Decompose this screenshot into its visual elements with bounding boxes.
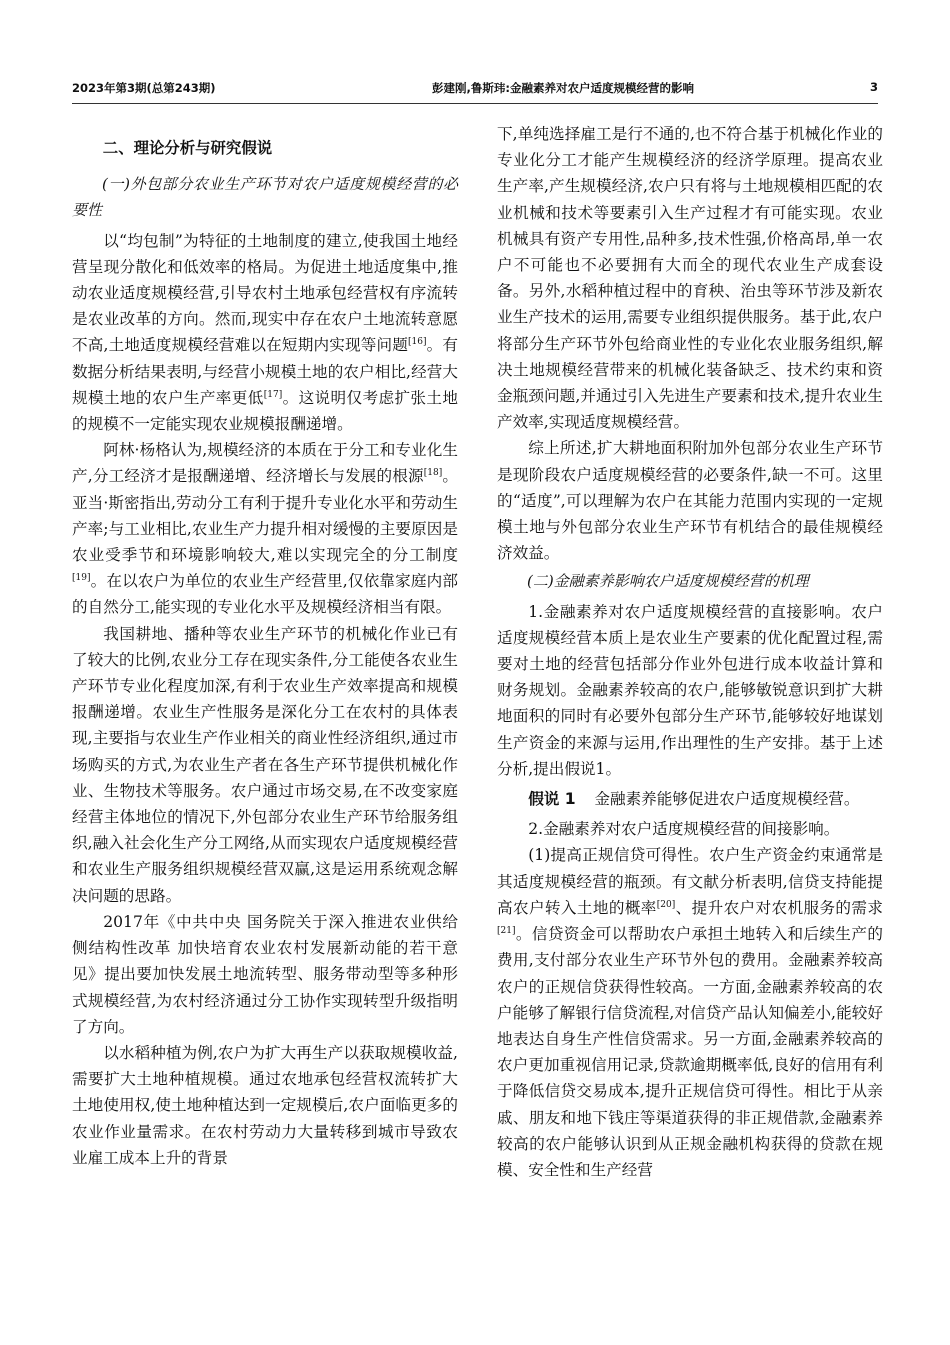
citation[interactable]: [16] bbox=[407, 337, 427, 348]
citation[interactable]: [20] bbox=[656, 899, 676, 910]
paragraph: 1.金融素养对农户适度规模经营的直接影响。农户适度规模经营本质上是农业生产要素的优化配置过程,需要对土地的经营包括部分作业外包进行成本收益计算和财务规划。金融素养较高的农户,能够敏锐意识到扩大耕地面积的同时有必要外包部分生产环节,能够较好地谋划生产资金的来源与运用,作出理性的生产安排。基于上述分析,提出假说1。 bbox=[497, 602, 883, 778]
paragraph: 2.金融素养对农户适度规模经营的间接影响。 bbox=[528, 820, 840, 839]
paragraph bbox=[497, 842, 883, 1183]
citation[interactable]: [17] bbox=[263, 389, 283, 400]
running-title: 彭建刚,鲁斯玮:金融素养对农户适度规模经营的影响 bbox=[432, 81, 694, 95]
paragraph-text: 、提升农户对农机服务的需求 bbox=[675, 898, 883, 917]
paragraph bbox=[72, 228, 458, 438]
paragraph: 2017年《中共中央 国务院关于深入推进农业供给侧结构性改革 加快培育农业农村发展新动能的若干意见》提出要加快发展土地流转型、服务带动型等多种形式规模经营,为农村经济通过分工协作实现转型升级指明了方向。 bbox=[72, 912, 458, 1036]
paragraph-text: 。亚当·斯密指出,劳动分工有利于提升专业化水平和劳动生产率;与工业相比,农业生产力提升相对缓慢的主要原因是农业受季节和环境影响较大,难以实现完全的分工制度 bbox=[72, 467, 458, 565]
paragraph-text: 以“均包制”为特征的土地制度的建立,使我国土地经营呈现分散化和低效率的格局。为促进土地适度集中,推动农业适度规模经营,引导农村土地承包经营权有序流转是农业改革的方向。然而,现实中存在农户土地流转意愿不高,土地适度规模经营难以在短期内实现等问题 bbox=[72, 231, 458, 355]
paragraph-text: (1)提高正规信贷可得性。农户生产资金约束通常是其适度规模经营的瓶颈。有文献分析表明,信贷支持能提高农户转入土地的概率 bbox=[497, 846, 883, 917]
citation[interactable]: [21] bbox=[497, 925, 516, 936]
right-column bbox=[497, 121, 883, 1183]
hypothesis-text: 金融素养能够促进农户适度规模经营。 bbox=[594, 790, 860, 809]
header-rule bbox=[72, 103, 878, 104]
hypothesis-label: 假说 1 bbox=[528, 790, 576, 809]
running-header bbox=[72, 80, 878, 102]
subsection-title-1: (一)外包部分农业生产环节对农户适度规模经营的必要性 bbox=[72, 175, 458, 220]
citation[interactable]: [19] bbox=[72, 573, 91, 584]
paragraph: 我国耕地、播种等农业生产环节的机械化作业已有了较大的比例,农业分工存在现实条件,分工能使各农业生产环节专业化程度加深,有利于农业生产效率提高和规模报酬递增。农业生产性服务是深化分工在农村的具体表现,主要指与农业生产作业相关的商业性经济组织,通过市场购买的方式,为农业生产者在各生产环节提供机械化作业、生物技术等服务。农户通过市场交易,在不改变家庭经营主体地位的情况下,外包部分农业生产环节给服务组织,融入社会化生产分工网络,从而实现农户适度规模经营和农业生产服务组织规模经营双赢,这是运用系统观念解决问题的思路。 bbox=[72, 624, 458, 905]
paragraph: 综上所述,扩大耕地面积附加外包部分农业生产环节是现阶段农户适度规模经营的必要条件,缺一不可。这里的“适度”,可以理解为农户在其能力范围内实现的一定规模土地与外包部分农业生产环节有机结合的最佳规模经济效益。 bbox=[497, 439, 883, 563]
paragraph bbox=[72, 437, 458, 620]
paragraph-text: 。这说明仅考虑扩张土地的规模不一定能实现农业规模报酬递增。 bbox=[72, 388, 458, 434]
subsection-title-2: (二)金融素养影响农户适度规模经营的机理 bbox=[527, 572, 809, 591]
paragraph-text: 。在以农户为单位的农业生产经营里,仅依靠家庭内部的自然分工,能实现的专业化水平及规模经济相当有限。 bbox=[72, 572, 458, 617]
page-number: 3 bbox=[869, 80, 878, 94]
journal-issue: 2023年第3期(总第243期) bbox=[72, 81, 216, 95]
hypothesis-1 bbox=[497, 786, 883, 812]
paragraph: 以水稻种植为例,农户为扩大再生产以获取规模收益,需要扩大土地种植规模。通过农地承包经营权流转扩大土地使用权,使土地种植达到一定规模后,农户面临更多的农业作业量需求。在农村劳动力大量转移到城市导致农业雇工成本上升的背景 bbox=[72, 1043, 458, 1167]
paragraph: 下,单纯选择雇工是行不通的,也不符合基于机械化作业的专业化分工才能产生规模经济的经济学原理。提高农业生产率,产生规模经济,农户只有将与土地规模相匹配的农业机械和技术等要素引入生产过程才有可能实现。农业机械具有资产专用性,品种多,技术性强,价格高昂,单一农户不可能也不必要拥有大而全的现代农业生产成套设备。另外,水稻种植过程中的育秧、治虫等环节涉及新农业生产技术的运用,需要专业组织提供服务。基于此,农户将部分生产环节外包给商业性的专业化农业服务组织,解决土地规模经营带来的机械化装备缺乏、技术约束和资金瓶颈问题,并通过引入先进生产要素和技术,提升农业生产效率,实现适度规模经营。 bbox=[497, 125, 883, 432]
paragraph-text: 。信贷资金可以帮助农户承担土地转入和后续生产的费用,支付部分农业生产环节外包的费用。金融素养较高农户的正规信贷获得性较高。一方面,金融素养较高的农户能够了解银行信贷流程,对信贷产品认知偏差小,能较好地表达自身生产性信贷需求。另一方面,金融素养较高的农户更加重视信用记录,贷款逾期概率低,良好的信用有利于降低信贷交易成本,提升正规信贷可得性。相比于从亲戚、朋友和地下钱庄等渠道获得的非正规借款,金融素养较高的农户能够认识到从正规金融机构获得的贷款在规模、安全性和生产经营 bbox=[497, 925, 883, 1179]
left-column bbox=[72, 121, 458, 1171]
paragraph-text: 。有数据分析结果表明,与经营小规模土地的农户相比,经营大规模土地的农户生产率更低 bbox=[72, 336, 458, 407]
citation[interactable]: [18] bbox=[423, 468, 443, 479]
section-title: 二、理论分析与研究假说 bbox=[102, 139, 273, 157]
paragraph-text: 阿林·杨格认为,规模经济的本质在于分工和专业化生产,分工经济才是报酬递增、经济增长与发展的根源 bbox=[72, 441, 458, 486]
